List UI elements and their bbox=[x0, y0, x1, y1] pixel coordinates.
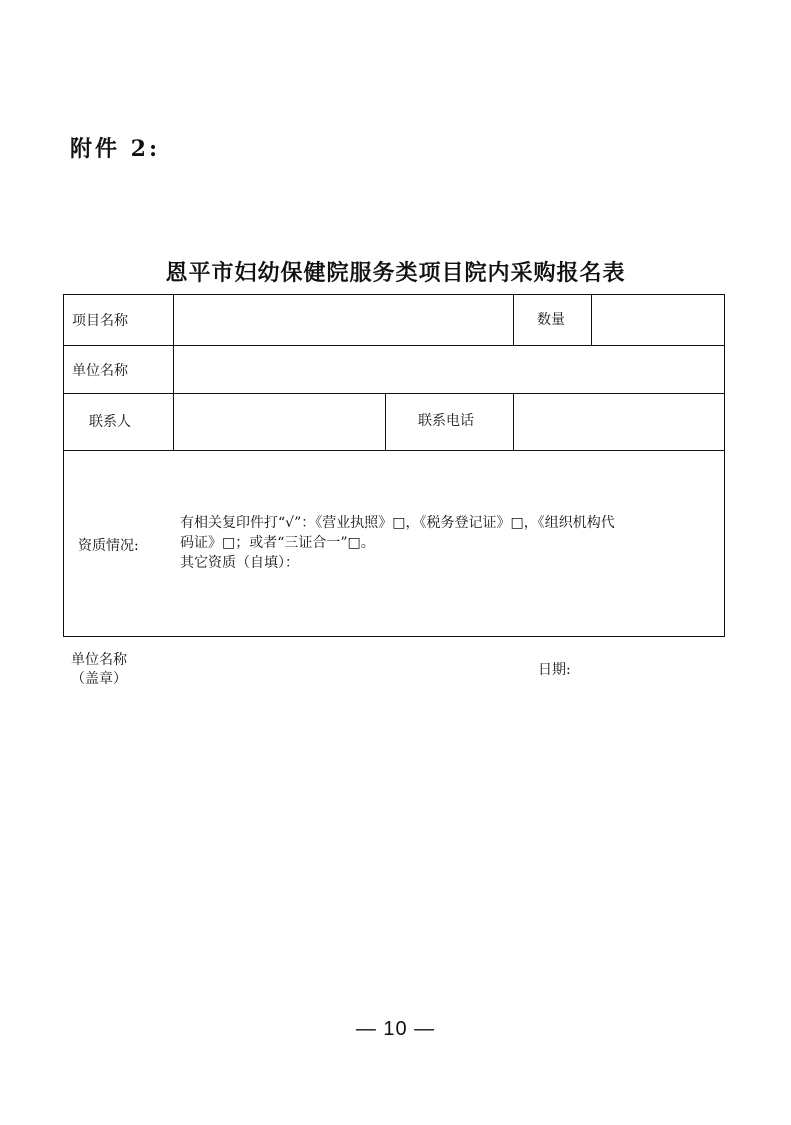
quantity-field[interactable] bbox=[592, 295, 724, 345]
signature-block bbox=[71, 651, 127, 689]
date-label: 日期: bbox=[538, 662, 571, 678]
footer-unit-name-label: 单位名称 bbox=[71, 652, 127, 668]
unit-name-label: 单位名称 bbox=[72, 363, 128, 379]
contact-phone-field[interactable] bbox=[514, 394, 724, 450]
page-number: — 10 — bbox=[355, 1018, 436, 1040]
attachment-label: 附件 2: bbox=[70, 136, 161, 162]
row-divider bbox=[63, 450, 725, 451]
qualification-line: 码证》□；或者“三证合一”□。 bbox=[180, 535, 375, 551]
column-divider bbox=[385, 393, 386, 450]
qualification-label: 资质情况: bbox=[78, 538, 139, 554]
project-name-label: 项目名称 bbox=[72, 313, 128, 329]
project-name-field[interactable] bbox=[174, 295, 513, 345]
qualification-description[interactable] bbox=[180, 513, 720, 573]
form-title: 恩平市妇幼保健院服务类项目院内采购报名表 bbox=[165, 260, 626, 286]
seal-label: （盖章） bbox=[71, 671, 127, 687]
qualification-line: 有相关复印件打“√”：《营业执照》□，《税务登记证》□，《组织机构代 bbox=[180, 515, 615, 531]
unit-name-field[interactable] bbox=[174, 346, 724, 393]
quantity-label: 数量 bbox=[537, 312, 565, 328]
qualification-line: 其它资质（自填）： bbox=[180, 555, 299, 571]
column-divider bbox=[513, 294, 514, 345]
contact-phone-label: 联系电话 bbox=[418, 413, 474, 429]
contact-person-field[interactable] bbox=[174, 394, 385, 450]
contact-person-label: 联系人 bbox=[89, 414, 131, 430]
